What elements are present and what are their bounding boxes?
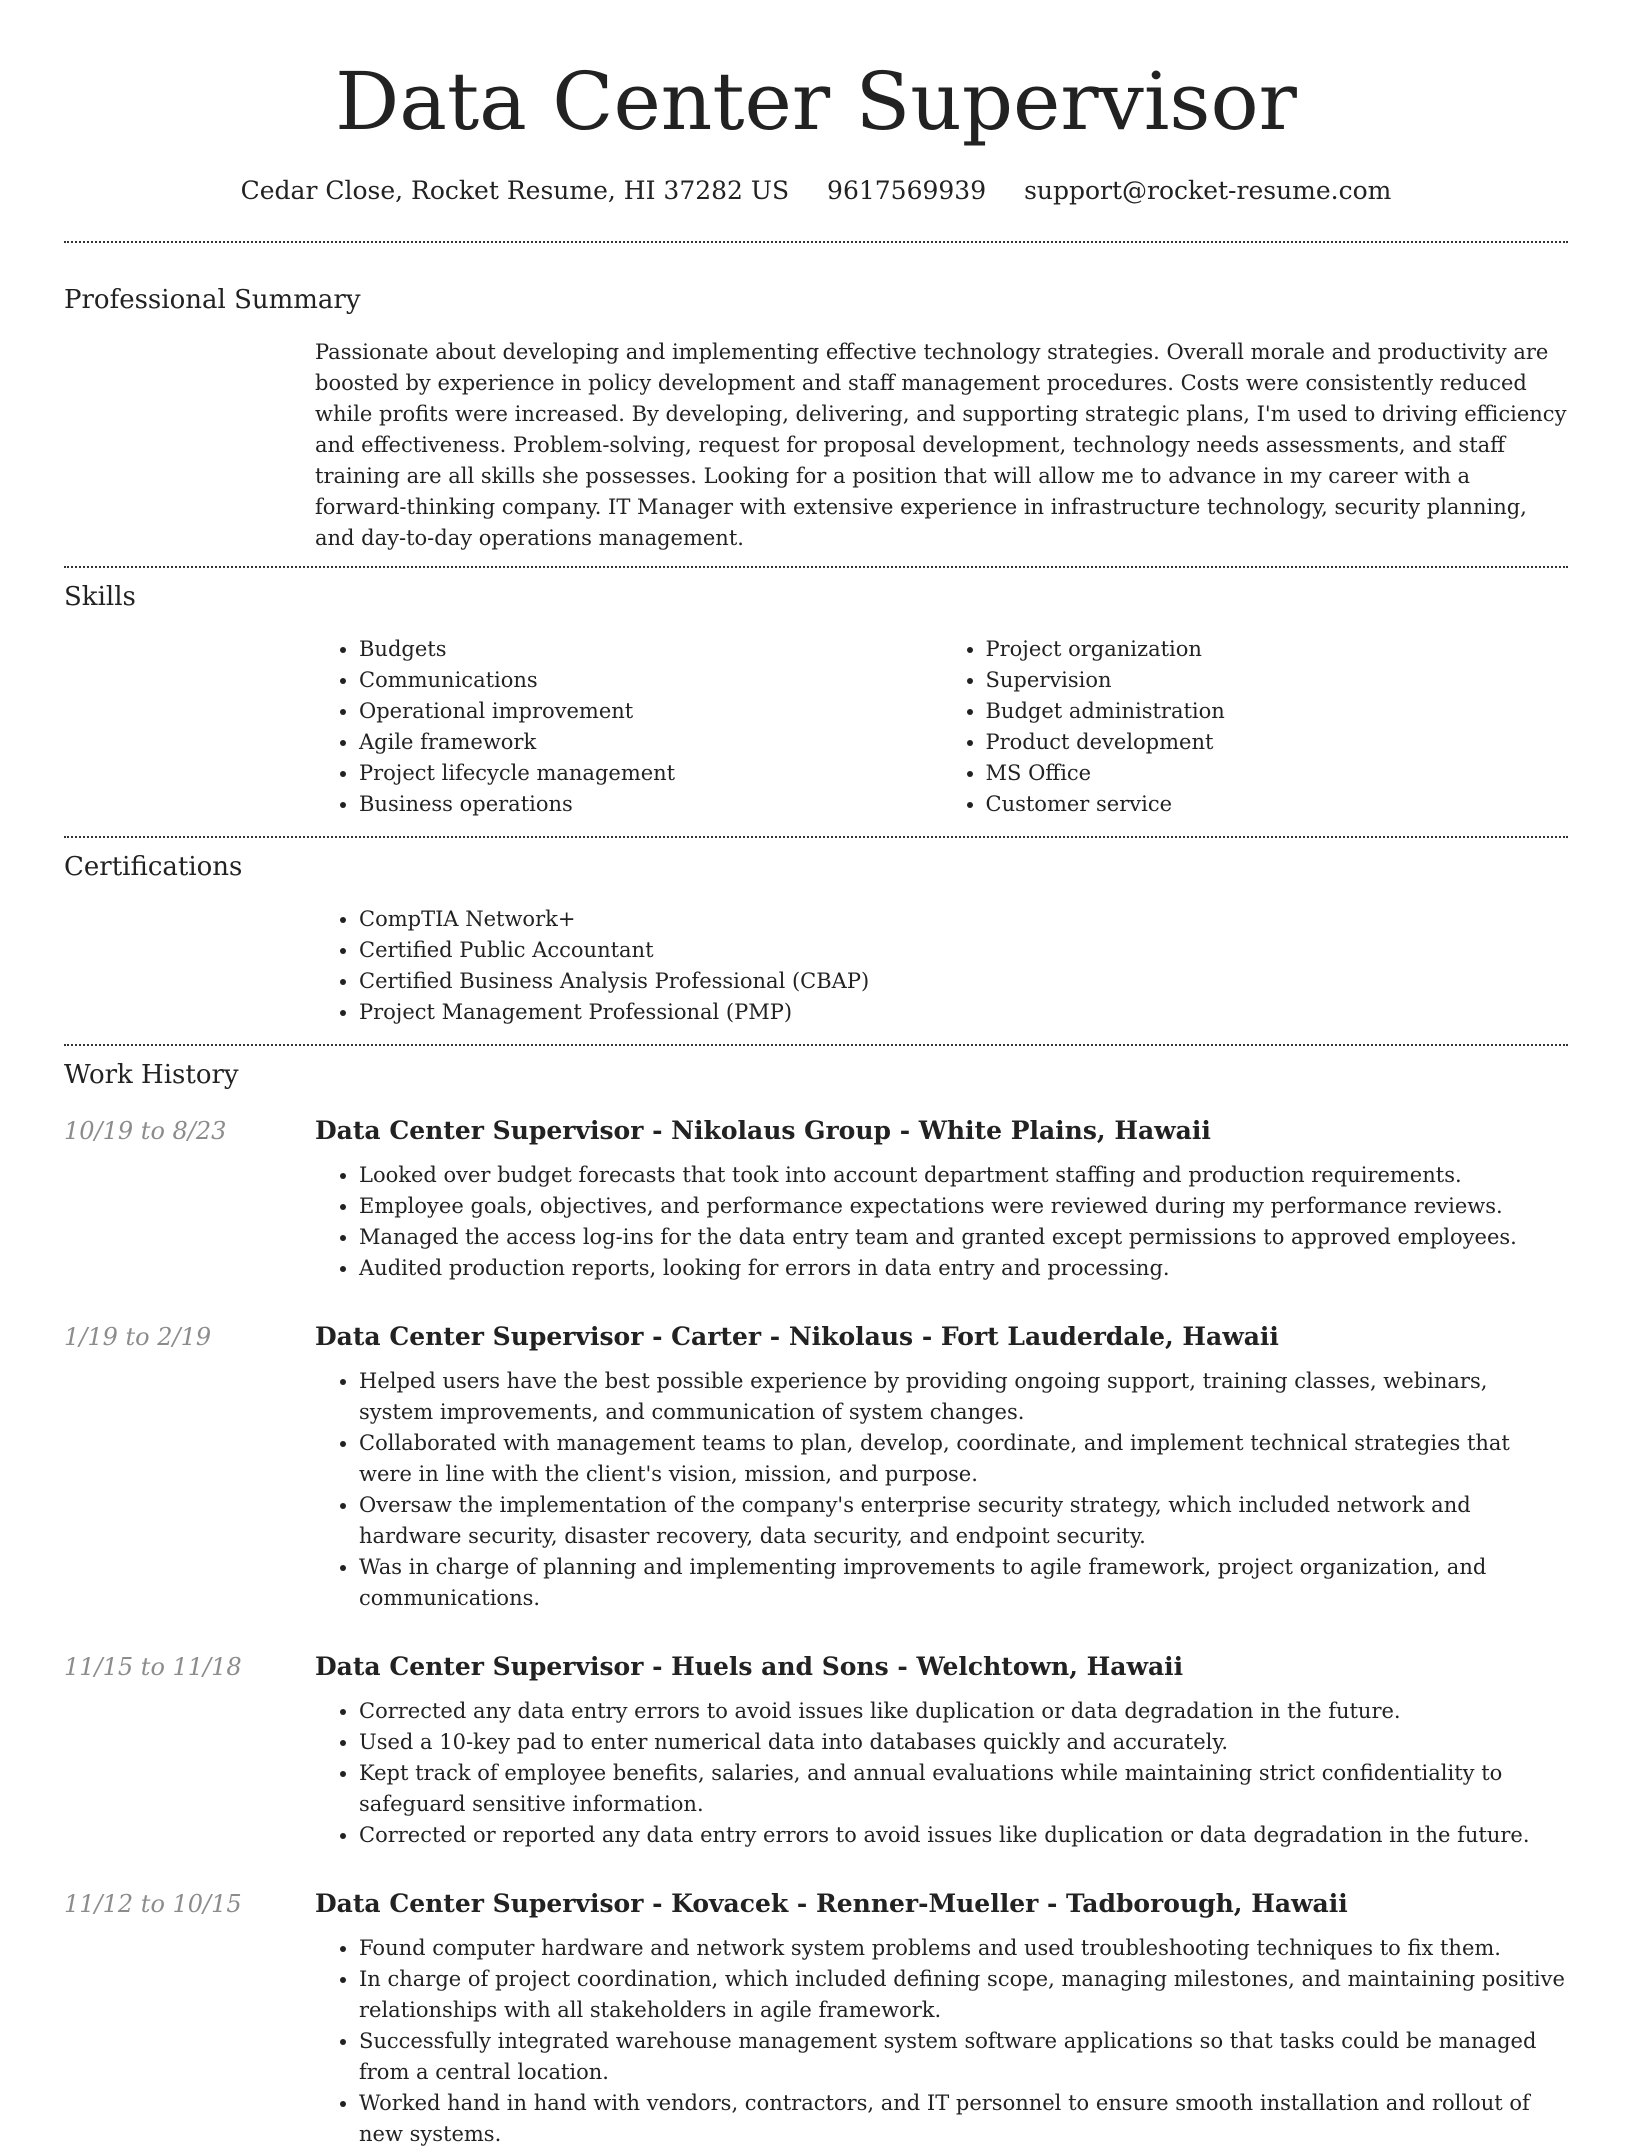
skills-grid (315, 634, 1568, 820)
list-item: • Managed the access log-ins for the data entry team and granted except permissions to approved employees. (359, 1222, 1568, 1253)
list-item: • Corrected or reported any data entry errors to avoid issues like duplication or data degradation in the future. (359, 1820, 1568, 1851)
list-item: • Business operations (359, 789, 942, 820)
list-item: • Project Management Professional (PMP) (359, 997, 1568, 1028)
skills-list-left (315, 634, 942, 820)
list-item: • Supervision (986, 665, 1569, 696)
certifications-heading: Certifications (64, 852, 243, 882)
list-item: • Certified Public Accountant (359, 935, 1568, 966)
skills-list-right (942, 634, 1569, 820)
list-item: • Budget administration (986, 696, 1569, 727)
job-entry (64, 1887, 1568, 2150)
list-item: • Certified Business Analysis Professional (CBAP) (359, 966, 1568, 997)
job-title: Data Center Supervisor - Nikolaus Group - White Plains, Hawaii (315, 1116, 1211, 1145)
contact-email: support@rocket-resume.com (1024, 176, 1392, 205)
resume-name: Data Center Supervisor (335, 55, 1297, 148)
list-item: • Kept track of employee benefits, salaries, and annual evaluations while maintaining strict confidentiality to safeguard sensitive information. (359, 1758, 1568, 1820)
job-bullets (315, 1366, 1568, 1614)
job-entry (64, 1114, 1568, 1284)
list-item: • Employee goals, objectives, and performance expectations were reviewed during my performance reviews. (359, 1191, 1568, 1222)
job-title: Data Center Supervisor - Huels and Sons - Welchtown, Hawaii (315, 1652, 1184, 1681)
contact-phone: 9617569939 (827, 176, 987, 205)
list-item: • Product development (986, 727, 1569, 758)
list-item: • Project lifecycle management (359, 758, 942, 789)
job-body (315, 1887, 1568, 2150)
list-item: • Oversaw the implementation of the company's enterprise security strategy, which included network and hardware security, disaster recovery, data security, and endpoint security. (359, 1490, 1568, 1552)
summary-text: Passionate about developing and implementing effective technology strategies. Overall morale and productivity are boosted by experience in policy development and staff management procedures. Costs were consistently reduced while profits were increased. By developing, delivering, and supporting strategic plans, I'm used to driving efficiency and effectiveness. Problem-solving, request for proposal development, technology needs assessments, and staff training are all skills she possesses. Looking for a position that will allow me to advance in my career with a forward-thinking company. IT Manager with extensive experience in infrastructure technology, security planning, and day-to-day operations management. (315, 340, 1567, 550)
list-item: • Customer service (986, 789, 1569, 820)
divider (64, 836, 1568, 838)
list-item: • Looked over budget forecasts that took into account department staffing and production requirements. (359, 1160, 1568, 1191)
work-section (64, 1058, 1568, 2150)
list-item: • Agile framework (359, 727, 942, 758)
list-item: • Used a 10-key pad to enter numerical data into databases quickly and accurately. (359, 1727, 1568, 1758)
summary-section (64, 283, 1568, 554)
job-date: 1/19 to 2/19 (64, 1323, 212, 1351)
list-item: • Found computer hardware and network system problems and used troubleshooting techniques to fix them. (359, 1933, 1568, 1964)
list-item: • Budgets (359, 634, 942, 665)
contact-line (0, 174, 1632, 208)
divider (64, 566, 1568, 568)
list-item: • Communications (359, 665, 942, 696)
job-date: 10/19 to 8/23 (64, 1117, 227, 1145)
skills-section (64, 580, 1568, 820)
divider (64, 1044, 1568, 1046)
certifications-content (315, 904, 1568, 1028)
job-date: 11/15 to 11/18 (64, 1653, 242, 1681)
job-title: Data Center Supervisor - Carter - Nikolaus - Fort Lauderdale, Hawaii (315, 1322, 1279, 1351)
list-item: • Operational improvement (359, 696, 942, 727)
job-date: 11/12 to 10/15 (64, 1890, 242, 1918)
job-body (315, 1650, 1568, 1851)
certifications-section (64, 850, 1568, 1028)
summary-content (315, 337, 1568, 554)
job-title: Data Center Supervisor - Kovacek - Renner-Mueller - Tadborough, Hawaii (315, 1889, 1348, 1918)
list-item: • Successfully integrated warehouse management system software applications so that tasks could be managed from a central location. (359, 2026, 1568, 2088)
job-bullets (315, 1696, 1568, 1851)
list-item: • Was in charge of planning and implementing improvements to agile framework, project organization, and communications. (359, 1552, 1568, 1614)
list-item: • Corrected any data entry errors to avoid issues like duplication or data degradation in the future. (359, 1696, 1568, 1727)
divider (64, 241, 1568, 243)
job-bullets (315, 1160, 1568, 1284)
certifications-list (315, 904, 1568, 1028)
list-item: • Audited production reports, looking for errors in data entry and processing. (359, 1253, 1568, 1284)
job-entry (64, 1320, 1568, 1614)
list-item: • Collaborated with management teams to plan, develop, coordinate, and implement technical strategies that were in line with the client's vision, mission, and purpose. (359, 1428, 1568, 1490)
list-item: • Project organization (986, 634, 1569, 665)
list-item: • In charge of project coordination, which included defining scope, managing milestones, and maintaining positive relationships with all stakeholders in agile framework. (359, 1964, 1568, 2026)
summary-heading: Professional Summary (64, 285, 361, 315)
job-entry (64, 1650, 1568, 1851)
contact-address: Cedar Close, Rocket Resume, HI 37282 US (240, 176, 790, 205)
list-item: • Worked hand in hand with vendors, contractors, and IT personnel to ensure smooth installation and rollout of new systems. (359, 2088, 1568, 2150)
work-heading: Work History (64, 1060, 239, 1090)
skills-heading: Skills (64, 582, 136, 612)
list-item: • MS Office (986, 758, 1569, 789)
list-item: • Helped users have the best possible experience by providing ongoing support, training classes, webinars, system improvements, and communication of system changes. (359, 1366, 1568, 1428)
job-body (315, 1114, 1568, 1284)
list-item: • CompTIA Network+ (359, 904, 1568, 935)
job-bullets (315, 1933, 1568, 2150)
job-body (315, 1320, 1568, 1614)
